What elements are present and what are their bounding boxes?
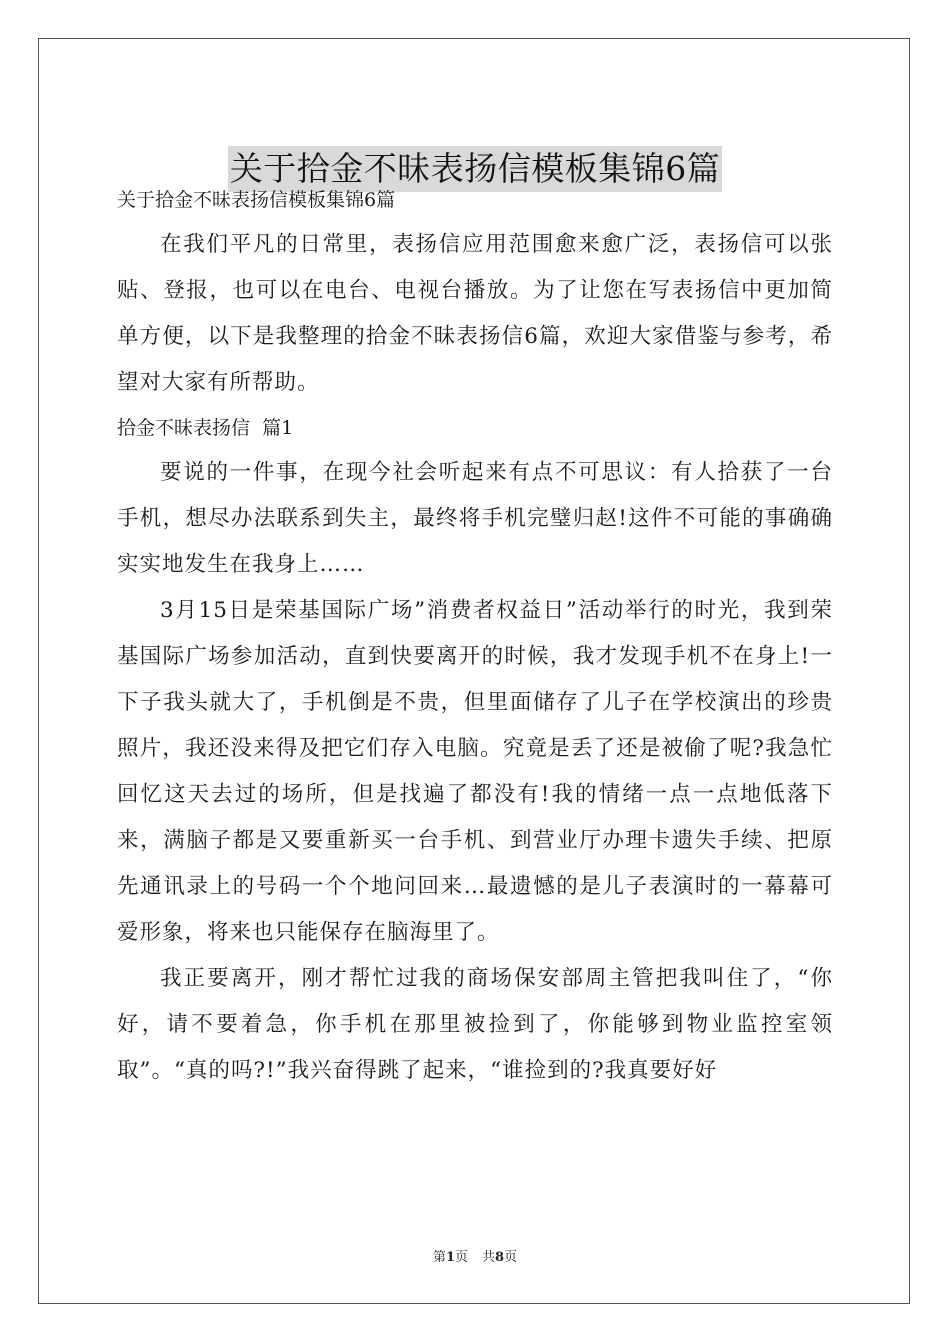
page-prefix: 第 bbox=[432, 1250, 446, 1265]
total-suffix: 页 bbox=[504, 1250, 518, 1265]
document-body bbox=[117, 178, 833, 1094]
body-paragraph-1: 要说的一件事，在现今社会听起来有点不可思议：有人拾获了一台手机，想尽办法联系到失主，最终将手机完璧归赵!这件不可能的事确确实实地发生在我身上…… bbox=[117, 460, 833, 577]
section-heading: 拾金不昧表扬信 篇1 bbox=[117, 417, 294, 439]
intro-paragraph: 在我们平凡的日常里，表扬信应用范围愈来愈广泛，表扬信可以张贴、登报，也可以在电台、电视台播放。为了让您在写表扬信中更加简单方便，以下是我整理的拾金不昧表扬信6篇，欢迎大家借鉴与参考，希望对大家有所帮助。 bbox=[117, 232, 833, 395]
page-footer bbox=[0, 1246, 950, 1265]
body-paragraph-2: 3月15日是荣基国际广场”消费者权益日”活动举行的时光，我到荣基国际广场参加活动，直到快要离开的时候，我才发现手机不在身上!一下子我头就大了，手机倒是不贵，但里面储存了儿子在学校演出的珍贵照片，我还没来得及把它们存入电脑。究竟是丢了还是被偷了呢?我急忙回忆这天去过的场所，但是找遍了都没有!我的情绪一点一点地低落下来，满脑子都是又要重新买一台手机、到营业厅办理卡遗失手续、把原先通讯录上的号码一个个地问回来…最遗憾的是儿子表演时的一幕幕可爱形象，将来也只能保存在脑海里了。 bbox=[117, 598, 833, 945]
total-prefix: 共 bbox=[482, 1250, 496, 1265]
page-suffix: 页 bbox=[454, 1250, 468, 1265]
document-title: 关于拾金不昧表扬信模板集锦6篇 bbox=[228, 146, 723, 192]
current-page-number: 1 bbox=[445, 1250, 455, 1265]
total-page-number: 8 bbox=[495, 1250, 505, 1265]
document-subtitle: 关于拾金不昧表扬信模板集锦6篇 bbox=[117, 189, 396, 211]
body-paragraph-3: 我正要离开，刚才帮忙过我的商场保安部周主管把我叫住了，“你好，请不要着急，你手机在那里被捡到了，你能够到物业监控室领取”。“真的吗?!”我兴奋得跳了起来，“谁捡到的?我真要好好 bbox=[117, 966, 833, 1083]
